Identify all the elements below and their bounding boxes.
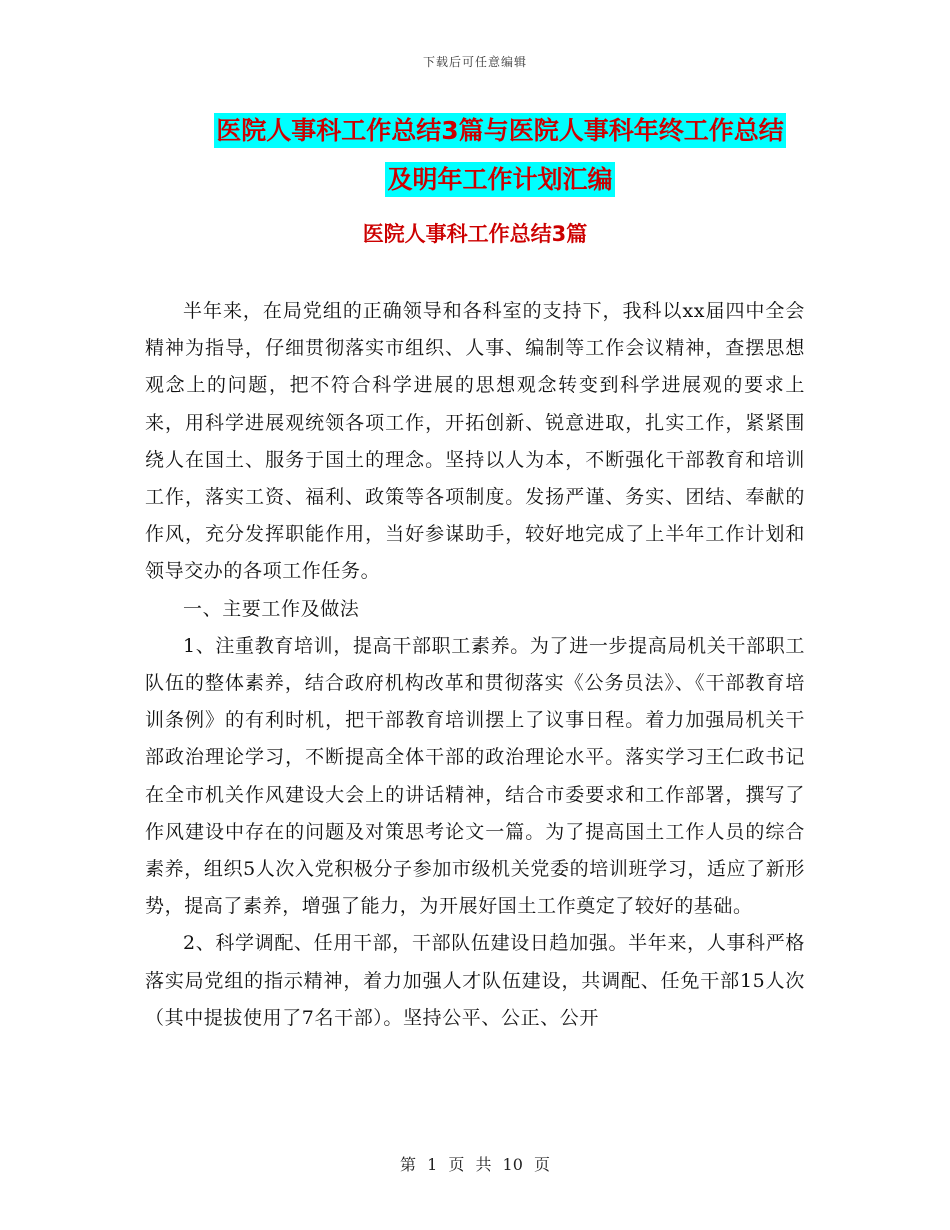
body-text <box>145 293 805 1037</box>
paragraph-cadre-allocation: 2、科学调配、任用干部，干部队伍建设日趋加强。半年来，人事科严格落实局党组的指示精神，着力加强人才队伍建设，共调配、任免干部15人次（其中提拔使用了7名干部）。坚持公平、公正、公开 <box>145 932 805 1029</box>
paragraph-education-training: 1、注重教育培训，提高干部职工素养。为了进一步提高局机关干部职工队伍的整体素养，结合政府机构改革和贯彻落实《公务员法》、《干部教育培训条例》的有利时机，把干部教育培训摆上了议事日程。着力加强局机关干部政治理论学习，不断提高全体干部的政治理论水平。落实学习王仁政书记在全市机关作风建设大会上的讲话精神，结合市委要求和工作部署，撰写了作风建设中存在的问题及对策思考论文一篇。为了提高国土工作人员的综合素养，组织5人次入党积极分子参加市级机关党委的培训班学习，适应了新形势，提高了素养，增强了能力，为开展好国土工作奠定了较好的基础。 <box>145 634 805 918</box>
paragraph-heading-main-work: 一、主要工作及做法 <box>183 597 360 620</box>
paragraph-intro: 半年来，在局党组的正确领导和各科室的支持下，我科以xx届四中全会精神为指导，仔细贯彻落实市组织、人事、编制等工作会议精神，查摆思想观念上的问题，把不符合科学进展的思想观念转变到科学进展观的要求上来，用科学进展观统领各项工作，开拓创新、锐意进取，扎实工作，紧紧围绕人在国土、服务于国土的理念。坚持以人为本，不断强化干部教育和培训工作，落实工资、福利、政策等各项制度。发扬严谨、务实、团结、奉献的作风，充分发挥职能作用，当好参谋助手，较好地完成了上半年工作计划和领导交办的各项工作任务。 <box>145 300 805 583</box>
page-number-footer: 第 1 页 共 10 页 <box>400 1155 550 1174</box>
section-title: 医院人事科工作总结3篇 <box>362 222 588 246</box>
document-title-line-2: 及明年工作计划汇编 <box>385 162 614 197</box>
document-title-line-1: 医院人事科工作总结3篇与医院人事科年终工作总结 <box>214 113 785 148</box>
document-title <box>190 106 810 204</box>
header-note: 下载后可任意编辑 <box>422 55 527 69</box>
